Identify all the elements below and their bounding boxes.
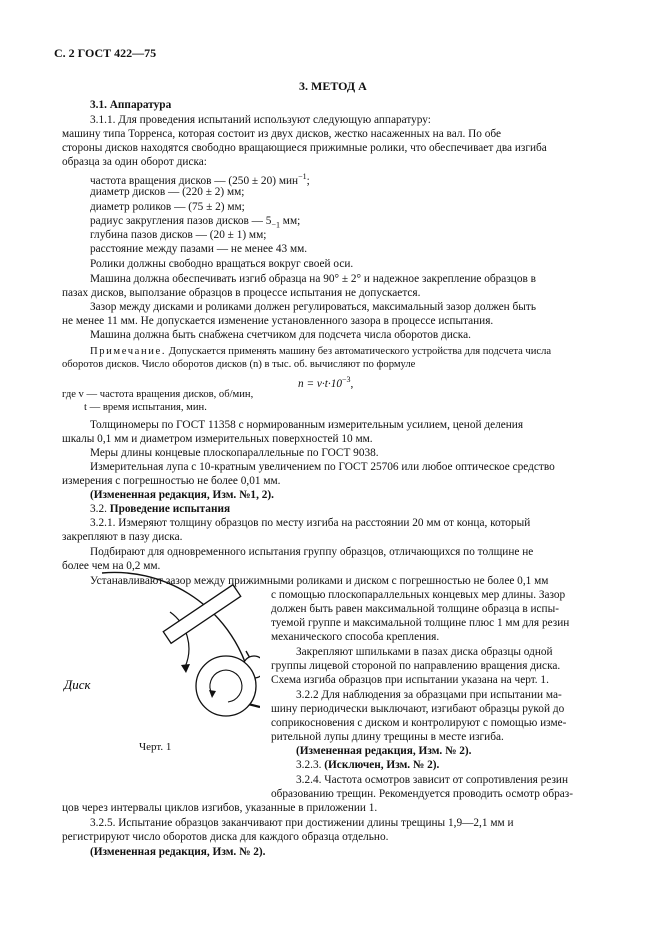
text-line: Закрепляют шпильками в пазах диска образцы одной	[296, 646, 553, 658]
text-line: образца за один оборот диска:	[62, 156, 207, 168]
amendment-note: (Измененная редакция, Изм. № 2).	[296, 745, 472, 757]
text-line: машину типа Торренса, которая состоит из двух дисков, жестко насаженных на вал. По обе	[62, 128, 502, 140]
text-line: пазах дисков, выползание образцов в процессе испытания не допускается.	[62, 287, 421, 299]
section-title: 3. МЕТОД А	[299, 79, 367, 93]
amendment-note: (Измененная редакция, Изм. № 2).	[90, 846, 266, 858]
text-line: Зазор между дисками и роликами должен регулироваться, максимальный зазор должен быть	[90, 301, 536, 313]
spec-disk-diameter: диаметр дисков — (220 ± 2) мм;	[90, 186, 245, 198]
formula-legend-v: где v — частота вращения дисков, об/мин,	[62, 389, 254, 400]
text-line: регистрируют число оборотов диска для каждого образца отдельно.	[62, 831, 389, 843]
text-line: Устанавливают зазор между прижимными роликами и диском с погрешностью не более 0,1 мм	[90, 575, 549, 587]
specimen-strip	[163, 585, 240, 644]
page-header: С. 2 ГОСТ 422—75	[54, 46, 157, 60]
figure-roller-lower	[190, 650, 270, 730]
rotation-arrow-icon	[181, 664, 190, 673]
spec-groove-distance: расстояние между пазами — не менее 43 мм.	[90, 243, 308, 255]
text-line: соприкосновения с диском и контролируют с помощью изме-	[271, 717, 567, 729]
figure-caption: Черт. 1	[139, 741, 172, 753]
text-line: должен быть равен максимальной толщине образца в испы-	[271, 603, 559, 615]
note-line: Примечание. Допускается применять машину без автоматического устройства для подсчета числа	[90, 346, 552, 357]
subsection-3-1-title: 3.1. Аппаратура	[90, 99, 172, 111]
text-line: Схема изгиба образцов при испытании указана на черт. 1.	[271, 674, 549, 686]
amendment-note: (Измененная редакция, Изм. №1, 2).	[90, 489, 274, 501]
spec-roller-diameter: диаметр роликов — (75 ± 2) мм;	[90, 201, 245, 213]
text-line: 3.2.5. Испытание образцов заканчивают при достижении длины трещины 1,9—2,1 мм и	[90, 817, 514, 829]
text-line: 3.2.1. Измеряют толщину образцов по месту изгиба на расстоянии 20 мм от конца, который	[90, 517, 531, 529]
spec-groove-radius: радиус закругления пазов дисков — $5_{-1}$ мм;	[90, 215, 301, 230]
text-line: стороны дисков находятся свободно вращающиеся прижимные ролики, что обеспечивает два изгиба	[62, 142, 547, 154]
text-line: с помощью плоскопараллельных концевых мер длины. Зазор	[271, 589, 566, 601]
text-line: рительной лупы длину трещины в месте изгиба.	[271, 731, 504, 743]
text-line: более чем на 0,2 мм.	[62, 560, 161, 572]
disk-label: Диск	[64, 677, 91, 692]
text-line: Ролики должны свободно вращаться вокруг своей оси.	[90, 258, 354, 270]
note-line: оборотов дисков. Число оборотов дисков (n) в тыс. об. вычисляют по формуле	[62, 359, 416, 370]
spec-rotation-frequency: частота вращения дисков — (250 ± 20) мин$^{-1}$;	[90, 172, 310, 187]
text-line: 3.2.2 Для наблюдения за образцами при испытании ма-	[296, 689, 562, 701]
text-line: Машина должна быть снабжена счетчиком для подсчета числа оборотов диска.	[90, 329, 471, 341]
text-line: 3.2.3. (Исключен, Изм. № 2).	[296, 759, 440, 771]
disk-outline	[102, 572, 245, 662]
subsection-3-2-title: 3.2. Проведение испытания	[90, 503, 231, 515]
text-line: Меры длины концевые плоскопараллельные по ГОСТ 9038.	[90, 447, 379, 459]
text-line: группы лицевой стороной по направлению вращения диска.	[271, 660, 561, 672]
text-line: 3.1.1. Для проведения испытаний используют следующую аппаратуру:	[90, 114, 431, 126]
text-line: не менее 11 мм. Не допускается изменение установленного зазора в процессе испытания.	[62, 315, 494, 327]
text-line: механического способа крепления.	[271, 631, 440, 643]
spec-groove-depth: глубина пазов дисков — (20 ± 1) мм;	[90, 229, 267, 241]
text-line: Измерительная лупа с 10-кратным увеличением по ГОСТ 25706 или любое оптическое средство	[90, 461, 555, 473]
text-line: Машина должна обеспечивать изгиб образца на 90° ± 2° и надежное закрепление образцов в	[90, 273, 536, 285]
text-line: шкалы 0,1 мм и диаметром измерительных поверхностей 10 мм.	[62, 433, 373, 445]
text-line: цов через интервалы циклов изгибов, указанные в приложении 1.	[62, 802, 378, 814]
text-line: образованию трещин. Рекомендуется проводить осмотр образ-	[271, 788, 573, 800]
text-line: измерения с погрешностью не более 0,01 мм.	[62, 475, 281, 487]
formula: $n = v\cdot t\cdot 10^{-3}$,	[298, 375, 354, 390]
formula-legend-t: t — время испытания, мин.	[84, 402, 207, 413]
text-line: 3.2.4. Частота осмотров зависит от сопротивления резин	[296, 774, 569, 786]
roller-lower	[196, 656, 256, 716]
text-line: закрепляют в пазу диска.	[62, 531, 183, 543]
text-line: туемой группе и максимальной толщине плюс 1 мм для резин	[271, 617, 570, 629]
text-line: шину периодически выключают, изгибают образцы рукой до	[271, 703, 565, 715]
text-line: Подбирают для одновременного испытания группу образцов, отличающихся по толщине не	[90, 546, 534, 558]
text-line: Толщиномеры по ГОСТ 11358 с нормированным измерительным усилием, ценой деления	[90, 419, 524, 431]
